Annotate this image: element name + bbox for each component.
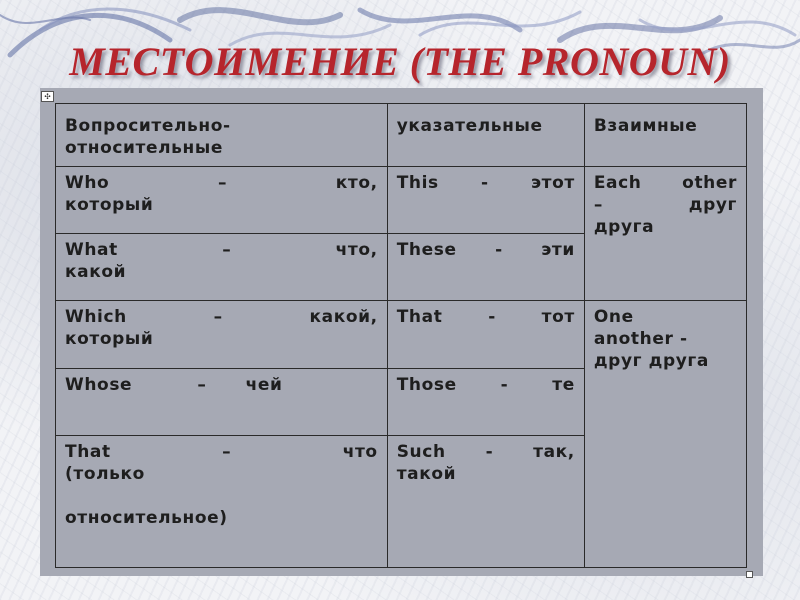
cell-line: That – что [65, 441, 378, 462]
cell-line: который [65, 195, 154, 216]
table-move-handle-icon[interactable]: ✣ [41, 91, 54, 102]
cell-line: Those - те [396, 374, 575, 395]
pronoun-table [55, 103, 747, 568]
table-resize-handle[interactable] [746, 571, 753, 578]
cell-interrogative [56, 167, 388, 234]
cell-line: This - этот [396, 173, 575, 194]
cell-demonstrative [387, 301, 584, 368]
cell-line: Each other [593, 173, 737, 194]
cell-line: Such - так, [396, 441, 575, 462]
cell-interrogative [56, 368, 388, 435]
cell-line: another - [593, 329, 688, 350]
cell-demonstrative [387, 234, 584, 301]
header-col1-line1: Вопросительно- [65, 116, 231, 136]
cell-demonstrative [387, 167, 584, 234]
cell-line: One [593, 307, 634, 328]
cell-line: друг друга [593, 351, 709, 372]
table-row [56, 301, 747, 368]
cell-line: который [65, 329, 154, 350]
slide-title: МЕСТОИМЕНИЕ (THE PRONOUN) [69, 39, 731, 84]
cell-reciprocal [584, 301, 746, 568]
header-interrogative-relative [56, 104, 388, 167]
cell-line: Which – какой, [65, 307, 378, 328]
cell-line: Whose – чей [65, 374, 283, 395]
cell-line: Who – кто, [65, 173, 378, 194]
header-demonstrative: указательные [387, 104, 584, 167]
cell-reciprocal [584, 167, 746, 301]
table-header-row [56, 104, 747, 167]
cell-line: относительное) [65, 507, 228, 528]
cell-line: – друг [593, 195, 737, 216]
cell-line: друга [593, 217, 655, 238]
header-reciprocal: Взаимные [584, 104, 746, 167]
cell-line: What – что, [65, 240, 378, 261]
cell-interrogative [56, 435, 388, 567]
cell-line: (только [65, 463, 145, 484]
cell-line: These - эти [396, 240, 575, 261]
cell-demonstrative [387, 368, 584, 435]
cell-demonstrative [387, 435, 584, 567]
cell-line: такой [396, 463, 457, 484]
cell-line: That - тот [396, 307, 575, 328]
header-col1-line2: относительные [65, 138, 223, 158]
cell-line: какой [65, 262, 127, 283]
cell-interrogative [56, 234, 388, 301]
cell-interrogative [56, 301, 388, 368]
table-row [56, 167, 747, 234]
